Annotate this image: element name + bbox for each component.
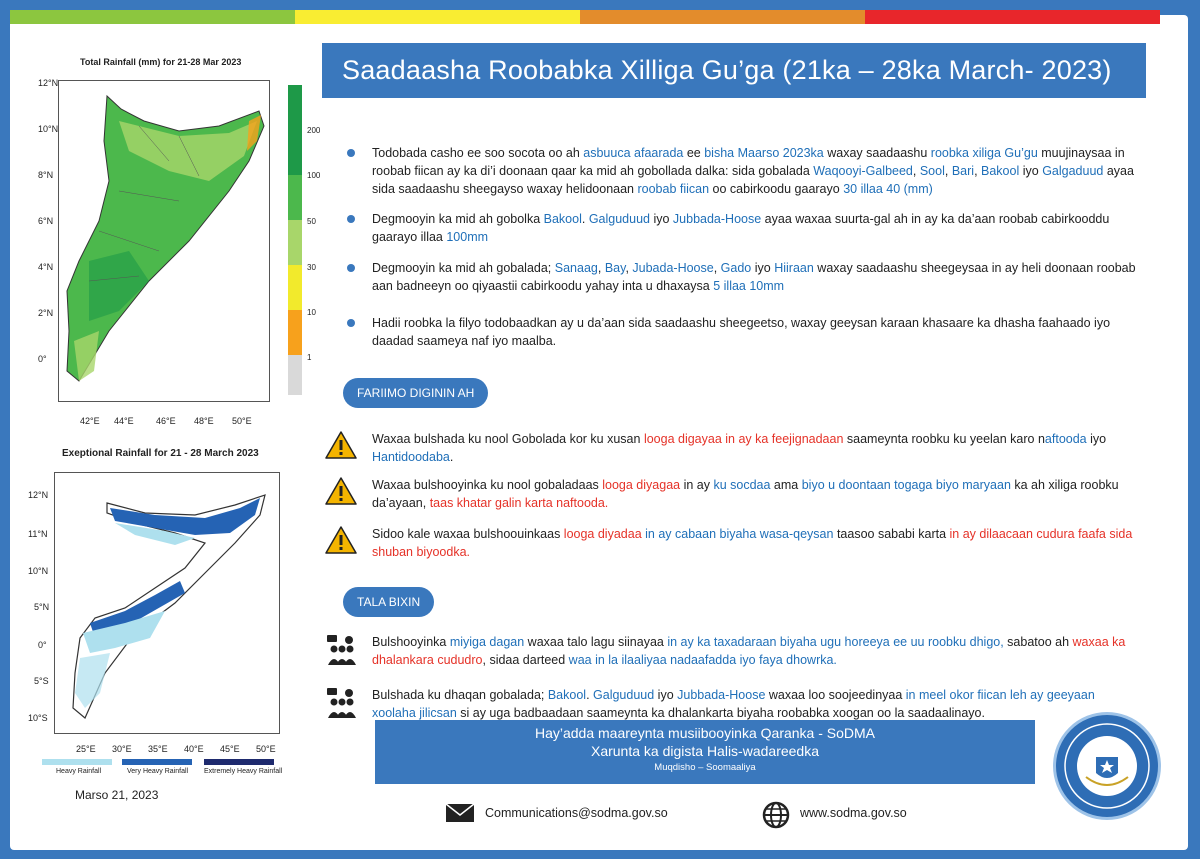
text-run: 30 illaa 40 (mm) bbox=[843, 182, 933, 196]
text-run: , bbox=[944, 164, 952, 178]
warning-triangle-icon bbox=[325, 525, 357, 555]
text-run: in meel okor fiican leh ay geeyaan xoolaha jilicsan bbox=[372, 688, 1095, 720]
text-run: iyo bbox=[1019, 164, 1043, 178]
map2-lat-tick: 11°N bbox=[28, 529, 48, 539]
legend-label: Extremely Heavy Rainfall bbox=[204, 768, 283, 775]
text-run: ee bbox=[683, 146, 705, 160]
center-name: Xarunta ka digista Halis-wadareedka bbox=[590, 743, 819, 759]
bullet-dot-icon bbox=[347, 264, 355, 272]
text-run: in ay bbox=[680, 478, 714, 492]
text-run: Galguduud bbox=[588, 212, 650, 226]
colorbar-step bbox=[288, 130, 302, 175]
text-run: bisha Maarso 2023ka bbox=[704, 146, 824, 160]
text-run: Sanaag bbox=[554, 261, 598, 275]
text-run: in ay dilaacaan cudura faafa sida shuban biyoodka. bbox=[372, 527, 1133, 559]
warning-text bbox=[372, 476, 1135, 512]
map2-lon-tick: 40°E bbox=[184, 744, 204, 754]
forecast-text bbox=[372, 314, 1137, 350]
forecast-text bbox=[372, 210, 1137, 246]
warning-item bbox=[325, 476, 1135, 512]
text-run: si ay uga badbaadaan saameynta ka dhalankarta biyaha roobabka xoogan oo la saadaalinayo. bbox=[456, 706, 985, 720]
advice-heading: TALA BIXIN bbox=[343, 587, 434, 617]
text-run: Hantidoodaba bbox=[372, 450, 450, 464]
legend-swatch-extreme bbox=[204, 759, 274, 765]
text-run: Gado bbox=[720, 261, 752, 275]
community-meeting-icon bbox=[325, 686, 359, 720]
forecast-bullet bbox=[347, 210, 1137, 246]
map1-lon-tick: 46°E bbox=[156, 416, 176, 426]
text-run: ama bbox=[770, 478, 802, 492]
text-run: Galgaduud bbox=[1042, 164, 1104, 178]
forecast-text bbox=[372, 144, 1137, 198]
map2-lon-tick: 35°E bbox=[148, 744, 168, 754]
colorbar-label: 10 bbox=[307, 308, 316, 317]
map1-lon-tick: 44°E bbox=[114, 416, 134, 426]
warning-triangle-icon bbox=[325, 430, 357, 460]
exceptional-rainfall-shape bbox=[55, 473, 279, 733]
map1-lat-tick: 10°N bbox=[38, 124, 59, 134]
text-run: Bulshada ku dhaqan gobalada; bbox=[372, 688, 548, 702]
text-run: Bakool bbox=[543, 212, 582, 226]
text-run: , bbox=[713, 261, 721, 275]
colorbar-step bbox=[288, 355, 302, 395]
map2-lat-tick: 0° bbox=[38, 640, 47, 650]
text-run: taasoo sababi karta bbox=[833, 527, 950, 541]
warning-text bbox=[372, 430, 1135, 466]
map2-lon-tick: 30°E bbox=[112, 744, 132, 754]
text-run: Bay bbox=[604, 261, 626, 275]
colorbar-step bbox=[288, 265, 302, 310]
colorbar-step bbox=[288, 85, 302, 130]
colorbar-step bbox=[288, 175, 302, 220]
text-run: ka ah xiliga roobku da’ayaan, bbox=[372, 478, 1119, 510]
color-stripe-orange bbox=[580, 10, 865, 24]
colorbar-step bbox=[288, 310, 302, 355]
text-run: . bbox=[449, 450, 454, 464]
text-run: oo cabirkoodu gaarayo bbox=[709, 182, 844, 196]
legend-label: Heavy Rainfall bbox=[56, 768, 102, 775]
color-stripe-red bbox=[865, 10, 1160, 24]
agency-footer bbox=[375, 720, 1035, 784]
colorbar-label: 200 bbox=[307, 126, 321, 135]
sodma-seal-logo bbox=[1053, 712, 1161, 820]
colorbar-step bbox=[288, 220, 302, 265]
text-run: 100mm bbox=[446, 230, 489, 244]
text-run: , bbox=[974, 164, 982, 178]
email-link[interactable]: Communications@sodma.gov.so bbox=[485, 806, 668, 820]
text-run: Waxaa bulshooyinka ku nool gobaladaas bbox=[372, 478, 603, 492]
issue-date: Marso 21, 2023 bbox=[75, 788, 159, 802]
map1-lat-tick: 4°N bbox=[38, 262, 54, 272]
text-run: saameynta roobku ku yeelan karo n bbox=[843, 432, 1045, 446]
text-run: , bbox=[625, 261, 633, 275]
map2-lat-tick: 5°N bbox=[34, 602, 50, 612]
text-run: ku socdaa bbox=[713, 478, 771, 492]
text-run: Bakool bbox=[981, 164, 1020, 178]
colorbar-label: 100 bbox=[307, 171, 321, 180]
advice-text bbox=[372, 633, 1135, 669]
text-run: Degmooyin ka mid ah gobalada; bbox=[372, 261, 555, 275]
map2-lat-tick: 12°N bbox=[28, 490, 49, 500]
total-rainfall-map bbox=[58, 80, 270, 402]
text-run: Degmooyin ka mid ah gobolka bbox=[372, 212, 544, 226]
text-run: iyo bbox=[1086, 432, 1107, 446]
bullet-dot-icon bbox=[347, 319, 355, 327]
text-run: waxaa talo lagu siinayaa bbox=[524, 635, 668, 649]
text-run: , bbox=[912, 164, 920, 178]
text-run: ayaa waxaa suurta-gal ah in ay ka da’aan roobab cabirkooddu gaarayo illaa bbox=[372, 212, 1110, 244]
map1-lat-tick: 0° bbox=[38, 354, 47, 364]
text-run: waxay saadaashu bbox=[823, 146, 931, 160]
map1-lat-tick: 2°N bbox=[38, 308, 54, 318]
seal-emblem-icon bbox=[1056, 715, 1158, 817]
warning-text bbox=[372, 525, 1135, 561]
map2-lon-tick: 25°E bbox=[76, 744, 96, 754]
text-run: muujinaysaa in roobab fiican ay ka di’i doonaan qaar ka mid ah gobollada dalka: sida gobalada bbox=[372, 146, 1125, 178]
map1-lat-tick: 8°N bbox=[38, 170, 54, 180]
text-run: looga diyadaa bbox=[563, 527, 642, 541]
colorbar-label: 30 bbox=[307, 263, 316, 272]
text-run: ayaa sida saadaashu sheegayso waxay helidoonaan bbox=[372, 164, 1134, 196]
map1-lon-tick: 48°E bbox=[194, 416, 214, 426]
map1-lon-tick: 42°E bbox=[80, 416, 100, 426]
legend-swatch-heavy bbox=[42, 759, 112, 765]
forecast-bullet bbox=[347, 144, 1137, 198]
map2-lon-tick: 45°E bbox=[220, 744, 240, 754]
text-run: taas khatar galin karta naftooda. bbox=[429, 496, 609, 510]
map2-lat-tick: 10°S bbox=[28, 713, 48, 723]
warning-triangle-icon bbox=[325, 476, 357, 506]
text-run: , sidaa darteed bbox=[482, 653, 569, 667]
colorbar-label: 50 bbox=[307, 217, 316, 226]
text-run: Sidoo kale waxaa bulshoouinkaas bbox=[372, 527, 564, 541]
warnings-heading: FARIIMO DIGININ AH bbox=[343, 378, 488, 408]
text-run: Jubada-Hoose bbox=[632, 261, 714, 275]
text-run: Bari bbox=[951, 164, 975, 178]
page-title: Saadaasha Roobabka Xilliga Gu’ga (21ka – 28ka March- 2023) bbox=[322, 43, 1146, 98]
map2-lon-tick: 50°E bbox=[256, 744, 276, 754]
text-run: roobab fiican bbox=[637, 182, 710, 196]
text-run: sabatoo ah bbox=[1003, 635, 1073, 649]
text-run: waxaa loo soojeedinyaa bbox=[765, 688, 906, 702]
text-run: Jubbada-Hoose bbox=[677, 688, 766, 702]
text-run: Bakool bbox=[547, 688, 587, 702]
text-run: waxay saadaashu sheegeysaa in ay heli doonaan roobab aan badneeyn oo qiyaastii cabirkoodu yahay inta u dhaxaysa bbox=[372, 261, 1136, 293]
text-run: iyo bbox=[654, 688, 678, 702]
forecast-text bbox=[372, 259, 1137, 295]
text-run: Bulshooyinka bbox=[372, 635, 450, 649]
exceptional-rainfall-map bbox=[54, 472, 280, 734]
colorbar bbox=[288, 85, 302, 395]
warning-item bbox=[325, 525, 1135, 561]
somalia-rainfall-shape bbox=[59, 81, 269, 401]
forecast-bullet bbox=[347, 259, 1137, 295]
text-run: waa in la ilaaliyaa nadaafadda iyo faya dhowrka. bbox=[568, 653, 837, 667]
text-run: Hiiraan bbox=[774, 261, 814, 275]
text-run: Waxaa bulshada ku nool Gobolada kor ku xusan bbox=[372, 432, 644, 446]
envelope-icon bbox=[445, 803, 475, 823]
globe-icon bbox=[762, 801, 790, 829]
text-run: , bbox=[597, 261, 605, 275]
text-run: iyo bbox=[649, 212, 673, 226]
advice-text bbox=[372, 686, 1135, 722]
map1-lat-tick: 12°N bbox=[38, 78, 59, 88]
text-run: aftooda bbox=[1044, 432, 1087, 446]
text-run: Todobada casho ee soo socota oo ah bbox=[372, 146, 584, 160]
map1-title: Total Rainfall (mm) for 21-28 Mar 2023 bbox=[80, 57, 242, 67]
website-link[interactable]: www.sodma.gov.so bbox=[800, 806, 907, 820]
color-stripe-green bbox=[10, 10, 295, 24]
text-run: Sool bbox=[919, 164, 945, 178]
map2-lat-tick: 10°N bbox=[28, 566, 49, 576]
map2-title: Exeptional Rainfall for 21 - 28 March 2023 bbox=[62, 448, 259, 459]
text-run: looga diyagaa bbox=[602, 478, 681, 492]
text-run: Jubbada-Hoose bbox=[672, 212, 762, 226]
color-stripe-yellow bbox=[295, 10, 580, 24]
text-run: Hadii roobka la filyo todobaadkan ay u da’aan sida saadaashu sheegeetso, waxay geeysan karaan khasaare ka dhasha faahaado iyo daadad saameya naf iyo maalba. bbox=[372, 316, 1111, 348]
text-run: iyo bbox=[751, 261, 775, 275]
text-run: in ay ka taxadaraan biyaha ugu horeeya ee uu roobku dhigo, bbox=[667, 635, 1004, 649]
advice-item bbox=[325, 633, 1135, 669]
text-run: 5 illaa 10mm bbox=[713, 279, 785, 293]
text-run: . bbox=[586, 688, 594, 702]
map1-lat-tick: 6°N bbox=[38, 216, 54, 226]
map1-lon-tick: 50°E bbox=[232, 416, 252, 426]
colorbar-label: 1 bbox=[307, 353, 312, 362]
advice-item bbox=[325, 686, 1135, 722]
text-run: miyiga dagan bbox=[449, 635, 525, 649]
text-run: waxaa ka dhalankara cududro bbox=[372, 635, 1126, 667]
text-run: in ay cabaan biyaha wasa-qeysan bbox=[645, 527, 834, 541]
legend-swatch-very-heavy bbox=[122, 759, 192, 765]
agency-name: Hay’adda maareynta musiibooyinka Qaranka - SoDMA bbox=[534, 725, 876, 741]
map2-lat-tick: 5°S bbox=[34, 676, 49, 686]
location: Muqdisho – Soomaaliya bbox=[654, 762, 756, 773]
text-run: asbuuca afaarada bbox=[583, 146, 684, 160]
bullet-dot-icon bbox=[347, 149, 355, 157]
text-run: . bbox=[581, 212, 589, 226]
warning-item bbox=[325, 430, 1135, 466]
text-run: biyo u doontaan togaga biyo maryaan bbox=[801, 478, 1011, 492]
forecast-bullet bbox=[347, 314, 1137, 350]
text-run: Waqooyi-Galbeed bbox=[813, 164, 913, 178]
bullet-dot-icon bbox=[347, 215, 355, 223]
text-run: roobka xiliga Gu’gu bbox=[930, 146, 1038, 160]
text-run: Galguduud bbox=[593, 688, 655, 702]
legend-label: Very Heavy Rainfall bbox=[127, 768, 189, 775]
community-meeting-icon bbox=[325, 633, 359, 667]
text-run: looga digayaa in ay ka feejignadaan bbox=[643, 432, 844, 446]
